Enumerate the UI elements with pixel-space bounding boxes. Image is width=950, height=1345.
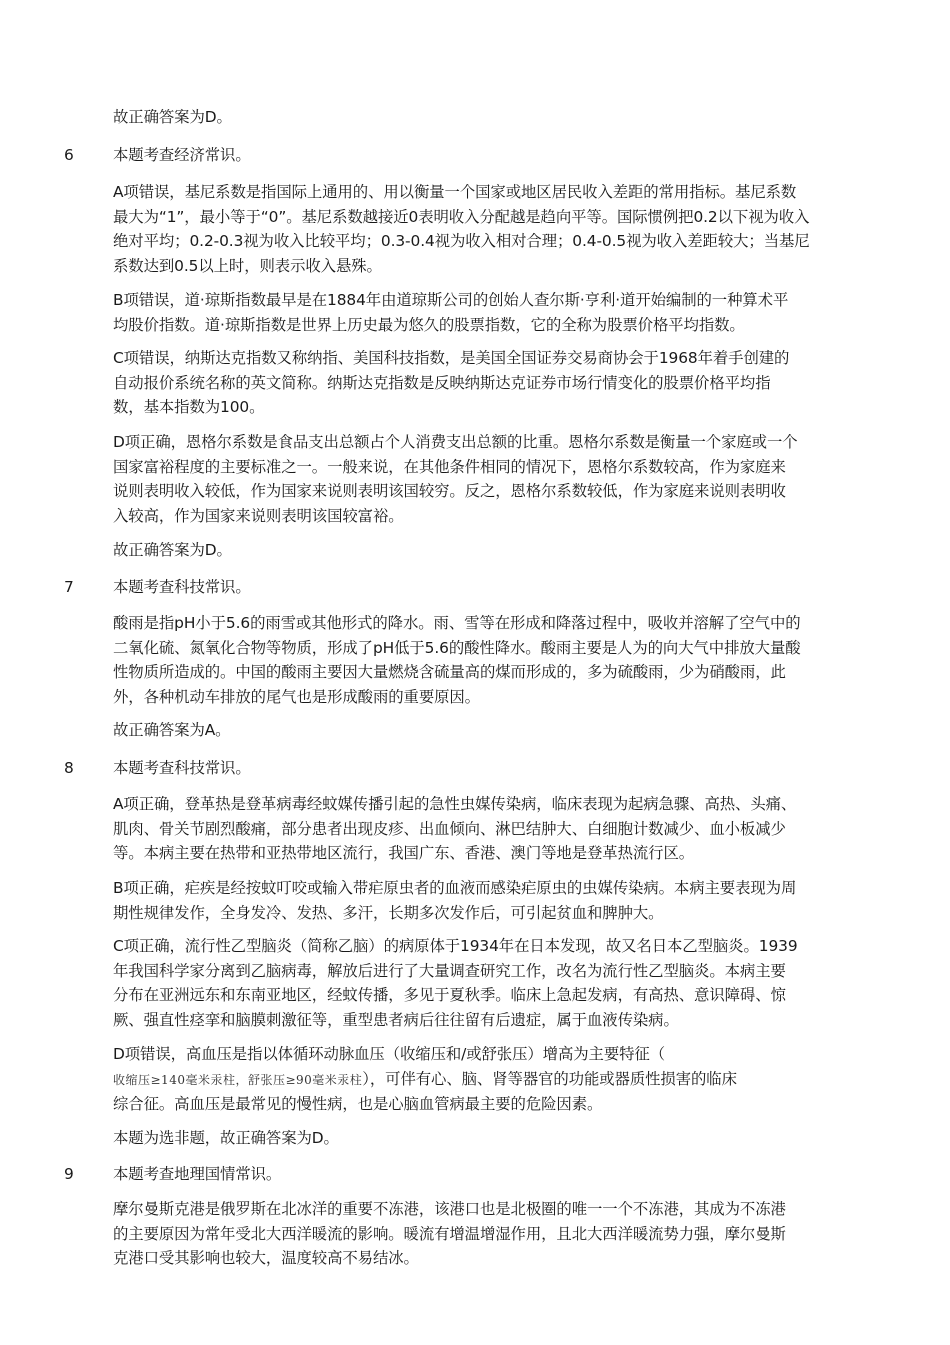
paragraph: [113, 288, 865, 337]
question-topic: [113, 575, 865, 600]
text-line: B项正确，疟疾是经按蚊叮咬或输入带疟原虫者的血液而感染疟原虫的虫媒传染病。本病主要表现为周: [113, 879, 797, 897]
text-line: 本题考查地理国情常识。: [113, 1165, 282, 1183]
question-number: 9: [64, 1165, 74, 1183]
text-line: 肌肉、骨关节剧烈酸痛，部分患者出现皮疹、出血倾向、淋巴结肿大、白细胞计数减少、血小板减少: [113, 819, 786, 838]
text-line: 本题考查科技常识。: [113, 578, 251, 596]
text-fragment: ），可伴有心、脑、肾等器官的功能或器质性损害的临床: [362, 1069, 737, 1088]
question-topic: [113, 756, 865, 781]
text-line: 绝对平均；0.2-0.3视为收入比较平均；0.3-0.4视为收入相对合理；0.4-0.5视为收入差距较大；当基尼: [113, 232, 810, 250]
answer-line: [113, 1126, 865, 1151]
text-line: 故正确答案为D。: [113, 108, 232, 126]
text-line: 自动报价系统名称的英文简称。纳斯达克指数是反映纳斯达克证券市场行情变化的股票价格平均指: [113, 373, 771, 392]
text-line: 厥、强直性痉挛和脑膜刺激征等，重型患者病后往往留有后遗症，属于血液传染病。: [113, 1010, 679, 1029]
paragraph: [113, 1197, 865, 1271]
text-line: 克港口受其影响也较大，温度较高不易结冰。: [113, 1249, 419, 1267]
text-line: 期性规律发作，全身发冷、发热、多汗，长期多次发作后，可引起贫血和脾肿大。: [113, 903, 664, 922]
text-line: 本题考查科技常识。: [113, 759, 251, 777]
question-topic: [113, 143, 865, 168]
text-line: 系数达到0.5以上时，则表示收入悬殊。: [113, 256, 382, 275]
text-line: 性物质所造成的。中国的酸雨主要因大量燃烧含硫量高的煤而形成的，多为硫酸雨，少为硝酸雨，此: [113, 663, 786, 681]
blood-pressure-note: 收缩压≥140毫米汞柱，舒张压≥90毫米汞柱: [113, 1072, 363, 1087]
paragraph: [113, 1042, 865, 1117]
question-number: 6: [64, 146, 74, 164]
text-line: D项错误，高血压是指以体循环动脉血压（收缩压和/或舒张压）增高为主要特征（: [113, 1045, 666, 1063]
text-line: 说则表明收入较低，作为国家来说则表明该国较穷。反之，恩格尔系数较低，作为家庭来说则表明收: [113, 482, 786, 500]
question-topic: [113, 1162, 865, 1187]
paragraph: [113, 430, 865, 528]
text-line: 等。本病主要在热带和亚热带地区流行，我国广东、香港、澳门等地是登革热流行区。: [113, 844, 695, 862]
text-line: C项正确，流行性乙型脑炎（简称乙脑）的病原体于1934年在日本发现，故又名日本乙型脑炎。1939: [113, 937, 798, 955]
text-line: B项错误，道·琼斯指数最早是在1884年由道琼斯公司的创始人查尔斯·亨利·道开始编制的一种算术平: [113, 291, 789, 309]
answer-line: [113, 538, 865, 563]
text-line: 均股价指数。道·琼斯指数是世界上历史最为悠久的股票指数，它的全称为股票价格平均指数。: [113, 315, 745, 334]
answer-line: [113, 105, 865, 130]
text-line: [113, 1067, 865, 1093]
text-line: 故正确答案为A。: [113, 721, 231, 739]
text-line: 数，基本指数为100。: [113, 398, 265, 416]
paragraph: [113, 934, 865, 1032]
text-line: A项正确，登革热是登革病毒经蚊媒传播引起的急性虫媒传染病，临床表现为起病急骤、高热、头痛、: [113, 795, 797, 813]
text-line: 分布在亚洲远东和东南亚地区，经蚊传播，多见于夏秋季。临床上急起发病，有高热、意识障碍、惊: [113, 986, 786, 1004]
question-number: 7: [64, 578, 74, 596]
text-line: 国家富裕程度的主要标准之一。一般来说，在其他条件相同的情况下，恩格尔系数较高，作为家庭来: [113, 457, 786, 476]
paragraph: [113, 180, 865, 278]
paragraph: [113, 611, 865, 709]
text-line: 本题为选非题，故正确答案为D。: [113, 1129, 339, 1147]
question-number: 8: [64, 759, 74, 777]
text-line: 的主要原因为常年受北大西洋暖流的影响。暖流有增温增湿作用，且北大西洋暖流势力强，摩尔曼斯: [113, 1224, 786, 1243]
text-line: 故正确答案为D。: [113, 541, 232, 559]
text-line: 综合征。高血压是最常见的慢性病，也是心脑血管病最主要的危险因素。: [113, 1095, 603, 1113]
text-line: 摩尔曼斯克港是俄罗斯在北冰洋的重要不冻港，该港口也是北极圈的唯一一个不冻港，其成为不冻港: [113, 1200, 786, 1218]
text-line: 入较高，作为国家来说则表明该国较富裕。: [113, 506, 404, 525]
text-line: 本题考查经济常识。: [113, 146, 251, 164]
text-line: 外，各种机动车排放的尾气也是形成酸雨的重要原因。: [113, 687, 480, 706]
text-line: D项正确，恩格尔系数是食品支出总额占个人消费支出总额的比重。恩格尔系数是衡量一个家庭或一个: [113, 433, 798, 451]
paragraph: [113, 876, 865, 925]
text-line: 最大为“1”，最小等于“0”。基尼系数越接近0表明收入分配越是趋向平等。国际惯例把0.2以下视为收入: [113, 207, 810, 226]
answer-line: [113, 718, 865, 743]
text-line: 酸雨是指pH小于5.6的雨雪或其他形式的降水。雨、雪等在形成和降落过程中，吸收并溶解了空气中的: [113, 614, 801, 632]
paragraph: [113, 346, 865, 420]
paragraph: [113, 792, 865, 866]
text-line: 二氧化硫、氮氧化合物等物质，形成了pH低于5.6的酸性降水。酸雨主要是人为的向大气中排放大量酸: [113, 638, 801, 657]
text-line: A项错误，基尼系数是指国际上通用的、用以衡量一个国家或地区居民收入差距的常用指标。基尼系数: [113, 183, 797, 201]
text-line: C项错误，纳斯达克指数又称纳指、美国科技指数，是美国全国证券交易商协会于1968年着手创建的: [113, 349, 790, 367]
text-line: 年我国科学家分离到乙脑病毒，解放后进行了大量调查研究工作，改名为流行性乙型脑炎。本病主要: [113, 961, 786, 980]
